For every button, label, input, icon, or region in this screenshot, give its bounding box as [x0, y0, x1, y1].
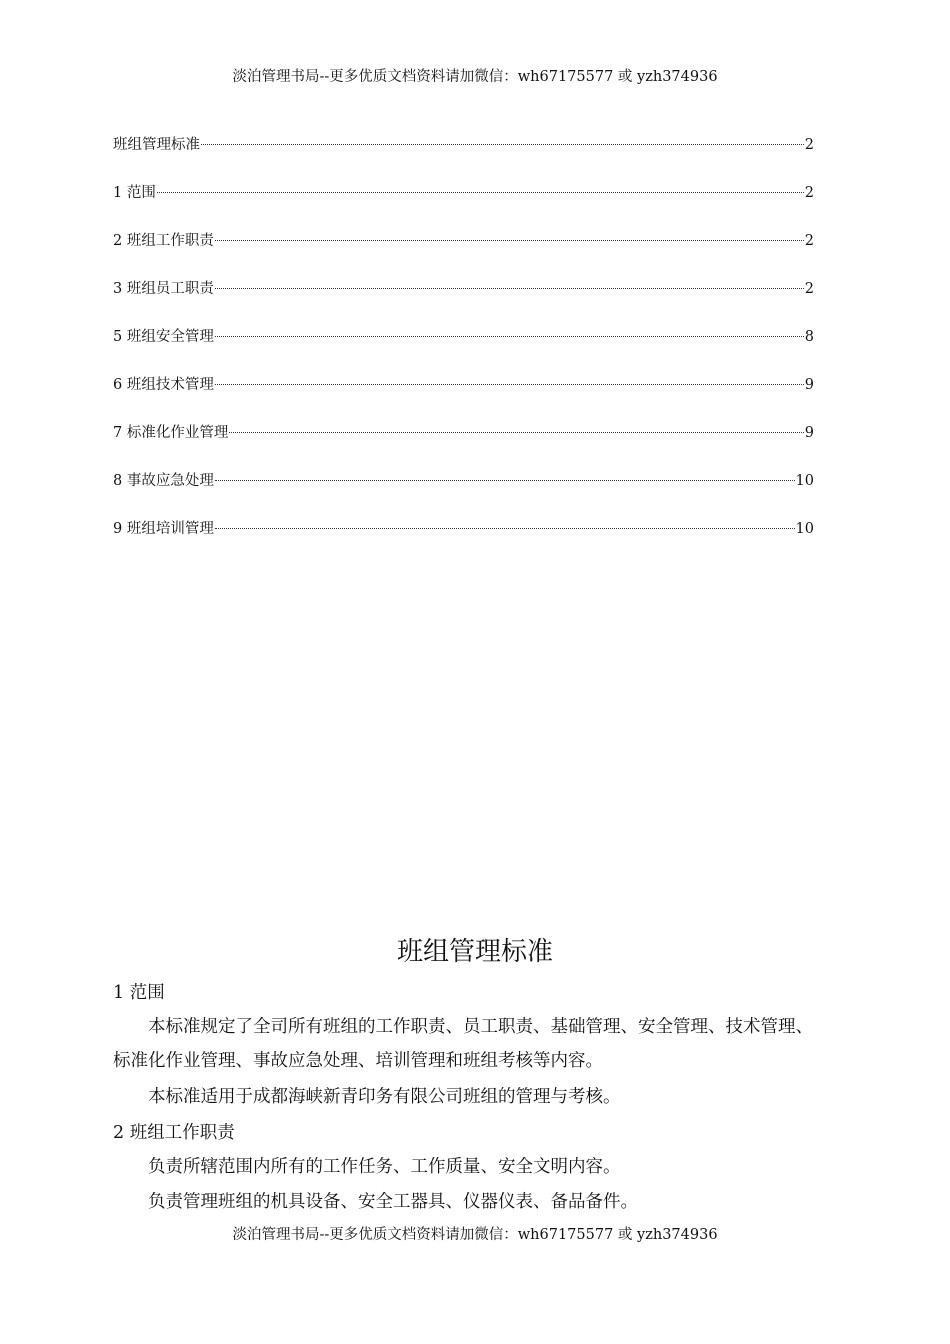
toc-leader-dots [215, 239, 804, 241]
toc-entry-title: 7 标准化作业管理 [113, 425, 229, 441]
toc-entry[interactable] [113, 423, 814, 471]
toc-entry[interactable] [113, 231, 814, 279]
table-of-contents [113, 135, 814, 567]
toc-entry-title: 6 班组技术管理 [113, 377, 214, 393]
toc-entry-page: 10 [795, 473, 814, 489]
toc-entry-page: 8 [804, 329, 814, 345]
scope-paragraph-2: 本标准适用于成都海峡新青印务有限公司班组的管理与考核。 [148, 1087, 621, 1107]
toc-entry-page: 2 [804, 233, 814, 249]
toc-entry-title: 3 班组员工职责 [113, 281, 214, 297]
toc-leader-dots [157, 191, 804, 193]
duties-paragraph-2: 负责管理班组的机具设备、安全工器具、仪器仪表、备品备件。 [148, 1192, 638, 1212]
toc-leader-dots [215, 479, 795, 481]
duties-paragraph-1: 负责所辖范围内所有的工作任务、工作质量、安全文明内容。 [148, 1157, 621, 1177]
toc-entry[interactable] [113, 519, 814, 567]
toc-leader-dots [229, 431, 803, 433]
toc-leader-dots [215, 287, 804, 289]
toc-entry-title: 8 事故应急处理 [113, 473, 214, 489]
toc-leader-dots [201, 143, 804, 145]
toc-entry[interactable] [113, 327, 814, 375]
toc-entry-title: 班组管理标准 [113, 137, 200, 153]
toc-entry[interactable] [113, 279, 814, 327]
page-footer: 淡泊管理书局--更多优质文档资料请加微信：wh67175577 或 yzh374936 [232, 1227, 718, 1243]
toc-entry-page: 2 [804, 281, 814, 297]
toc-entry[interactable] [113, 375, 814, 423]
toc-leader-dots [215, 383, 804, 385]
scope-paragraph-1: 本标准规定了全司所有班组的工作职责、员工职责、基础管理、安全管理、技术管理、标准化作业管理、事故应急处理、培训管理和班组考核等内容。 [113, 1017, 813, 1071]
toc-entry-page: 2 [804, 185, 814, 201]
toc-leader-dots [215, 527, 795, 529]
section-heading-scope: 1 范围 [113, 983, 165, 1003]
section-heading-duties: 2 班组工作职责 [113, 1123, 235, 1143]
toc-entry[interactable] [113, 471, 814, 519]
toc-entry-title: 1 范围 [113, 185, 156, 201]
toc-entry[interactable] [113, 135, 814, 183]
toc-entry-page: 2 [804, 137, 814, 153]
toc-entry-title: 9 班组培训管理 [113, 521, 214, 537]
toc-entry-title: 5 班组安全管理 [113, 329, 214, 345]
toc-entry-page: 10 [795, 521, 814, 537]
toc-entry[interactable] [113, 183, 814, 231]
document-title: 班组管理标准 [396, 937, 553, 967]
toc-entry-page: 9 [804, 425, 814, 441]
toc-entry-page: 9 [804, 377, 814, 393]
toc-entry-title: 2 班组工作职责 [113, 233, 214, 249]
toc-leader-dots [215, 335, 804, 337]
page-header: 淡泊管理书局--更多优质文档资料请加微信：wh67175577 或 yzh374936 [232, 69, 718, 85]
